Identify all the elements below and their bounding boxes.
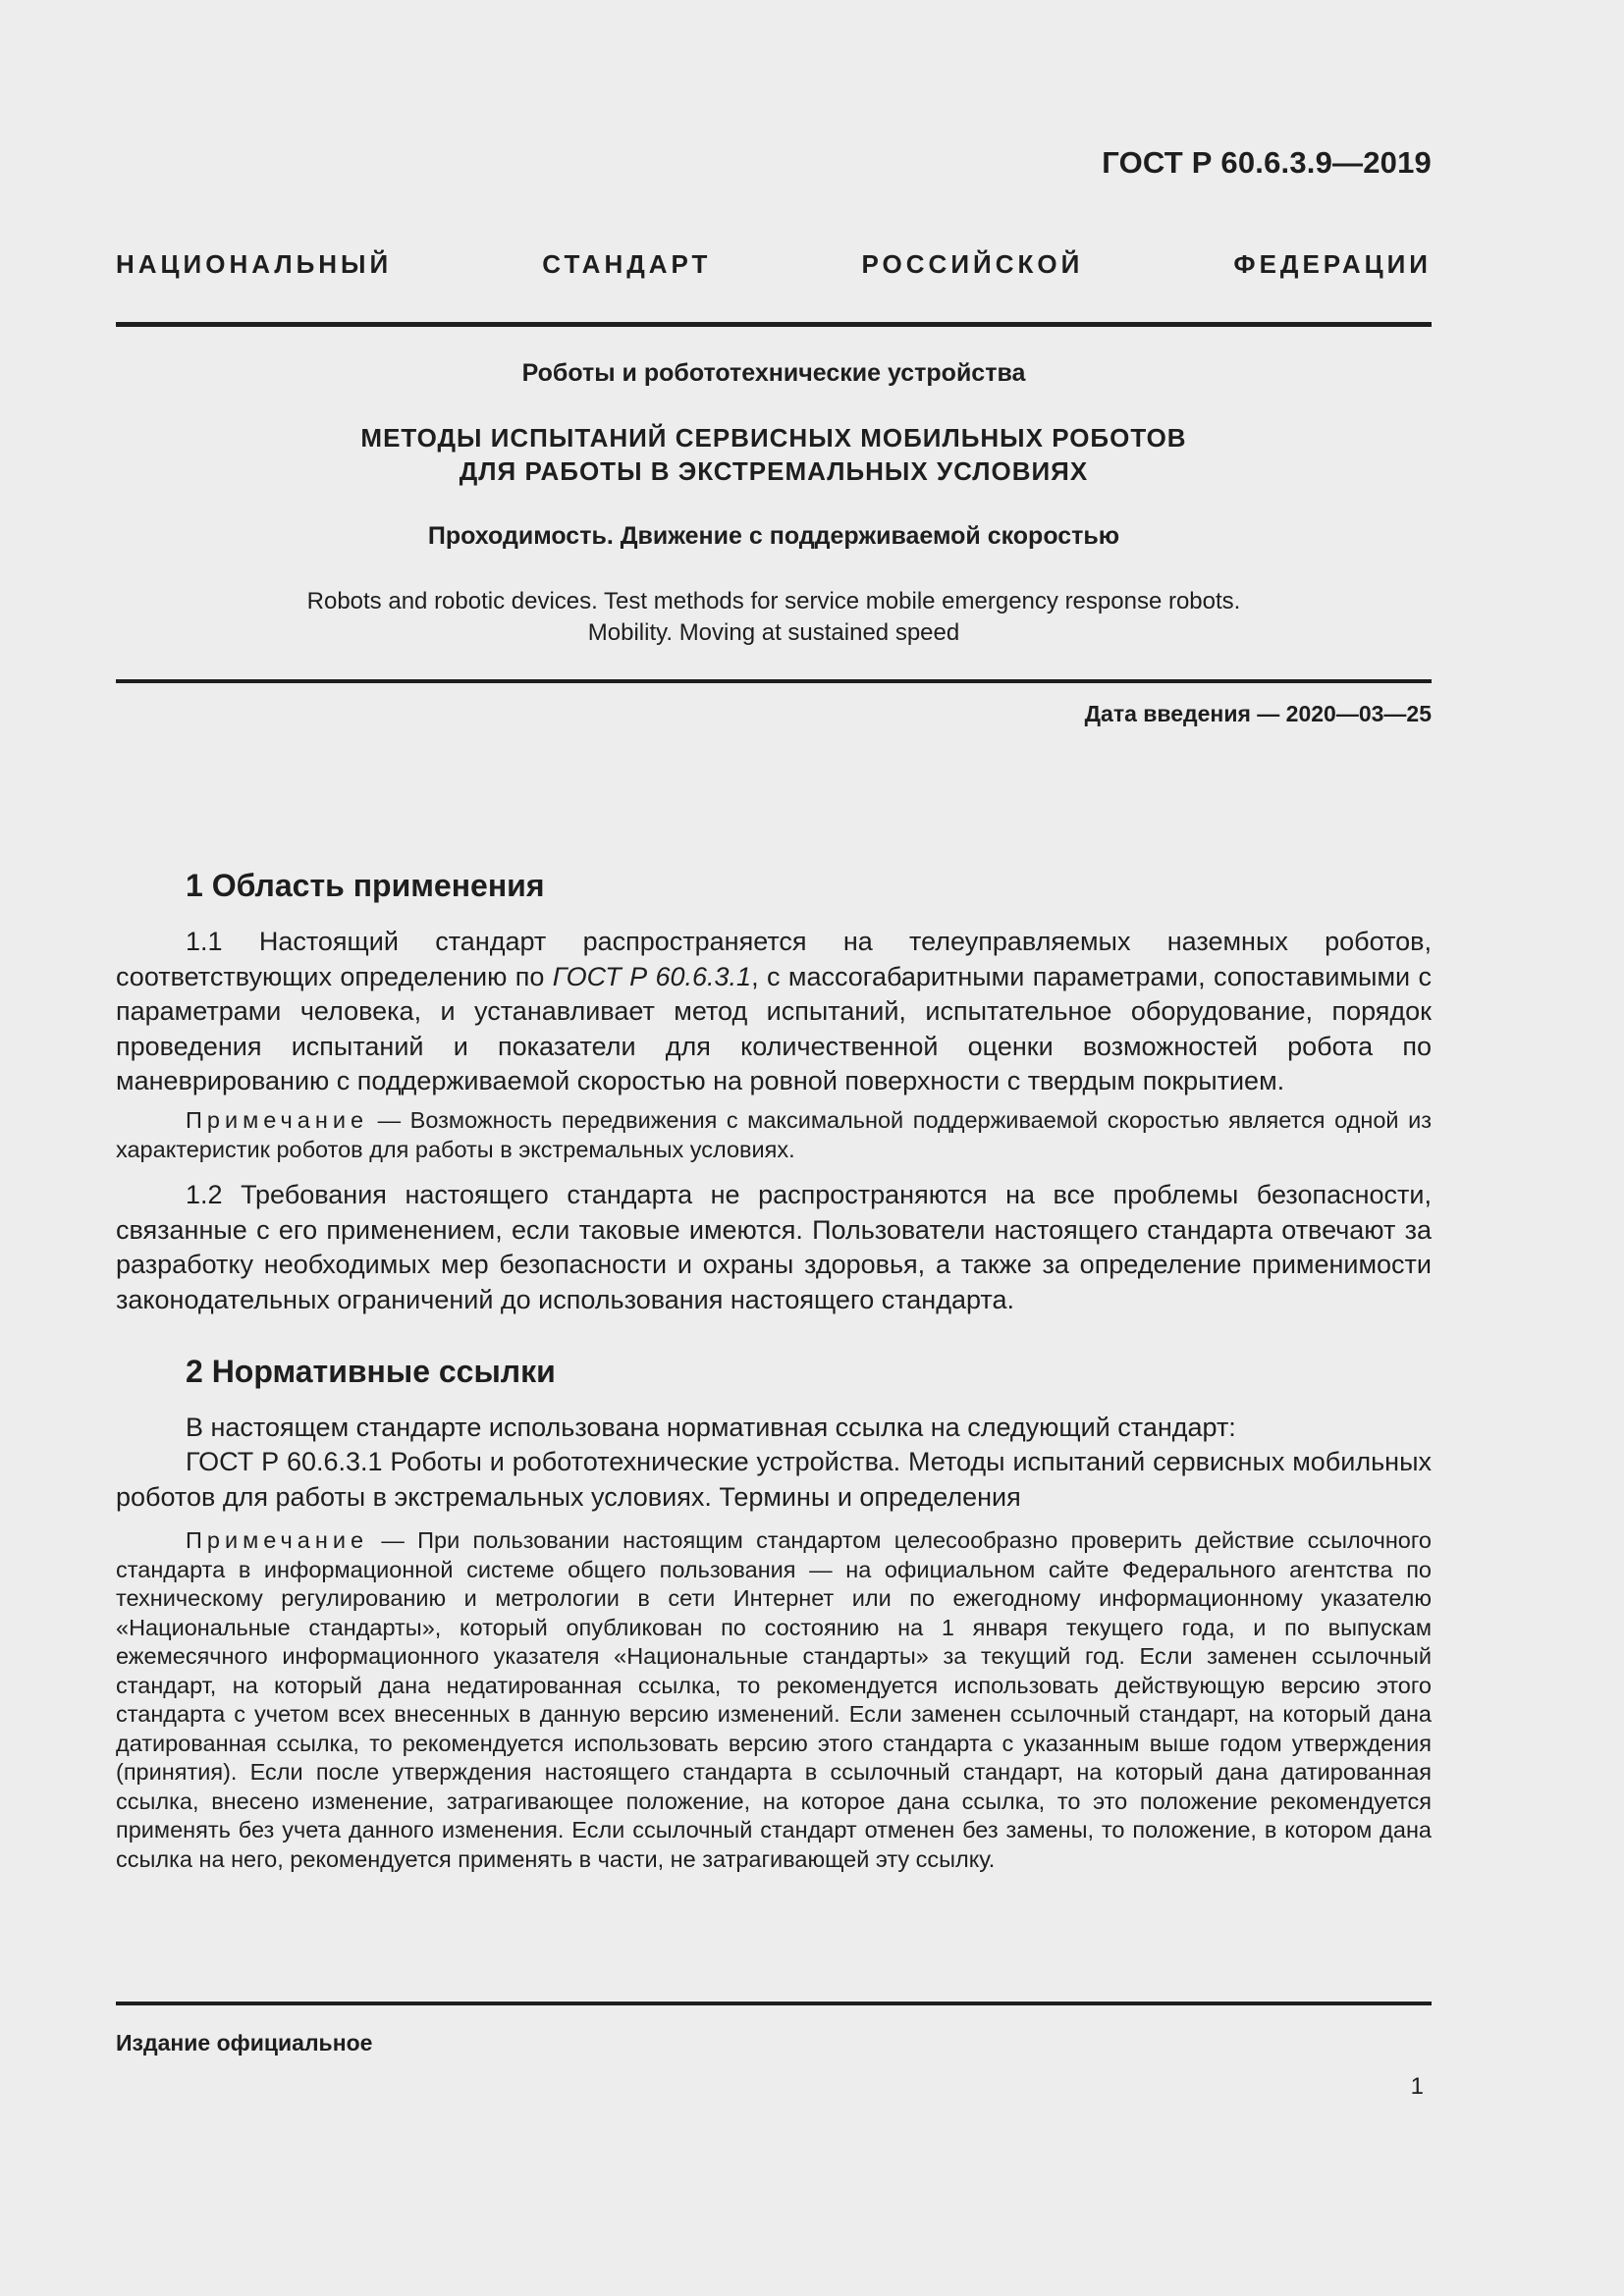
english-title-line-2: Mobility. Moving at sustained speed [587,619,960,646]
note-2 [116,1526,1432,1874]
note-2-text: — При пользовании настоящим стандартом целесообразно проверить действие ссылочного стандарта в информационной системе общего пользования — на официальном сайте Федерального агентства по техническому регулированию и метрологии в сети Интернет или по ежегодному информационному указателю «Национальные стандарты», который опубликован по состоянию на 1 января текущего года, и по выпускам ежемесячного информационного указателя «Национальные стандарты» за текущий год. Если заменен ссылочный стандарт, на который дана недатированная ссылка, то рекомендуется использовать действующую версию этого стандарта с учетом всех внесенных в данную версию изменений. Если заменен ссылочный стандарт, на который дана датированная ссылка, то рекомендуется использовать версию этого стандарта с указанным выше годом утверждения (принятия). Если после утверждения настоящего стандарта в ссылочный стандарт, на который дана датированная ссылка, внесено изменение, затрагивающее положение, на которое дана ссылка, то это положение рекомендуется применять без учета данного изменения. Если ссылочный стандарт отменен без замены, то положение, в котором дана ссылка на него, рекомендуется применять в части, не затрагивающей эту ссылку. [116,1527,1432,1872]
paragraph-1-2: 1.2 Требования настоящего стандарта не распространяются на все проблемы безопасности, связанные с его применением, если таковые имеются. Пользователи настоящего стандарта отвечают за разработку необходимых мер безопасности и охраны здоровья, а также за определение применимости законодательных ограничений до использования настоящего стандарта. [116,1180,1432,1314]
introduction-date: Дата введения — 2020—03—25 [1084,701,1432,726]
reference-link-gost: ГОСТ Р 60.6.3.1 [552,961,752,991]
paragraph-1-1-text-start: 1.1 Настоящий стандарт распространяется на телеуправляемых наземных роботов, соответствующих определению по [116,927,1432,991]
paragraph-1-1 [116,925,1432,1099]
section-1-heading: 1 Область применения [186,868,545,903]
paragraph-2-reference: ГОСТ Р 60.6.3.1 Роботы и робототехнические устройства. Методы испытаний сервисных мобильных роботов для работы в экстремальных условиях. Термины и определения [116,1447,1432,1512]
top-divider [116,322,1432,327]
section-2-heading: 2 Нормативные ссылки [186,1354,556,1389]
document-page [116,0,1432,2296]
document-code: ГОСТ Р 60.6.3.9—2019 [1102,145,1432,180]
main-title-line-1: МЕТОДЫ ИСПЫТАНИЙ СЕРВИСНЫХ МОБИЛЬНЫХ РОБОТОВ [360,423,1187,453]
official-edition-label: Издание официальное [116,2030,373,2056]
note-2-label: Примечание [186,1527,369,1553]
main-title-line-2: ДЛЯ РАБОТЫ В ЭКСТРЕМАЛЬНЫХ УСЛОВИЯХ [459,456,1089,486]
national-standard-heading: НАЦИОНАЛЬНЫЙ СТАНДАРТ РОССИЙСКОЙ ФЕДЕРАЦИИ [116,249,1432,279]
english-title [116,586,1432,649]
main-title [116,421,1432,488]
paragraph-2-intro: В настоящем стандарте использована нормативная ссылка на следующий стандарт: [186,1413,1236,1442]
subtitle: Проходимость. Движение с поддерживаемой скоростью [427,522,1120,550]
paragraph-1-1-text-end: , с массогабаритными параметрами, сопоставимыми с параметрами человека, и устанавливает метод испытаний, испытательное оборудование, порядок проведения испытаний и показатели для количественной оценки возможностей робота по маневрированию с поддерживаемой скоростью на ровной поверхности с твердым покрытием. [116,961,1432,1095]
note-1-label: Примечание [186,1107,369,1133]
title-divider [116,679,1432,683]
page-number: 1 [1410,2073,1424,2100]
note-1 [116,1106,1432,1164]
note-1-text: — Возможность передвижения с максимальной поддерживаемой скоростью является одной из характеристик роботов для работы в экстремальных условиях. [116,1107,1432,1162]
footer-divider [116,2002,1432,2005]
standard-subject: Роботы и робототехнические устройства [521,359,1026,387]
english-title-line-1: Robots and robotic devices. Test methods for service mobile emergency response robots. [306,588,1241,614]
